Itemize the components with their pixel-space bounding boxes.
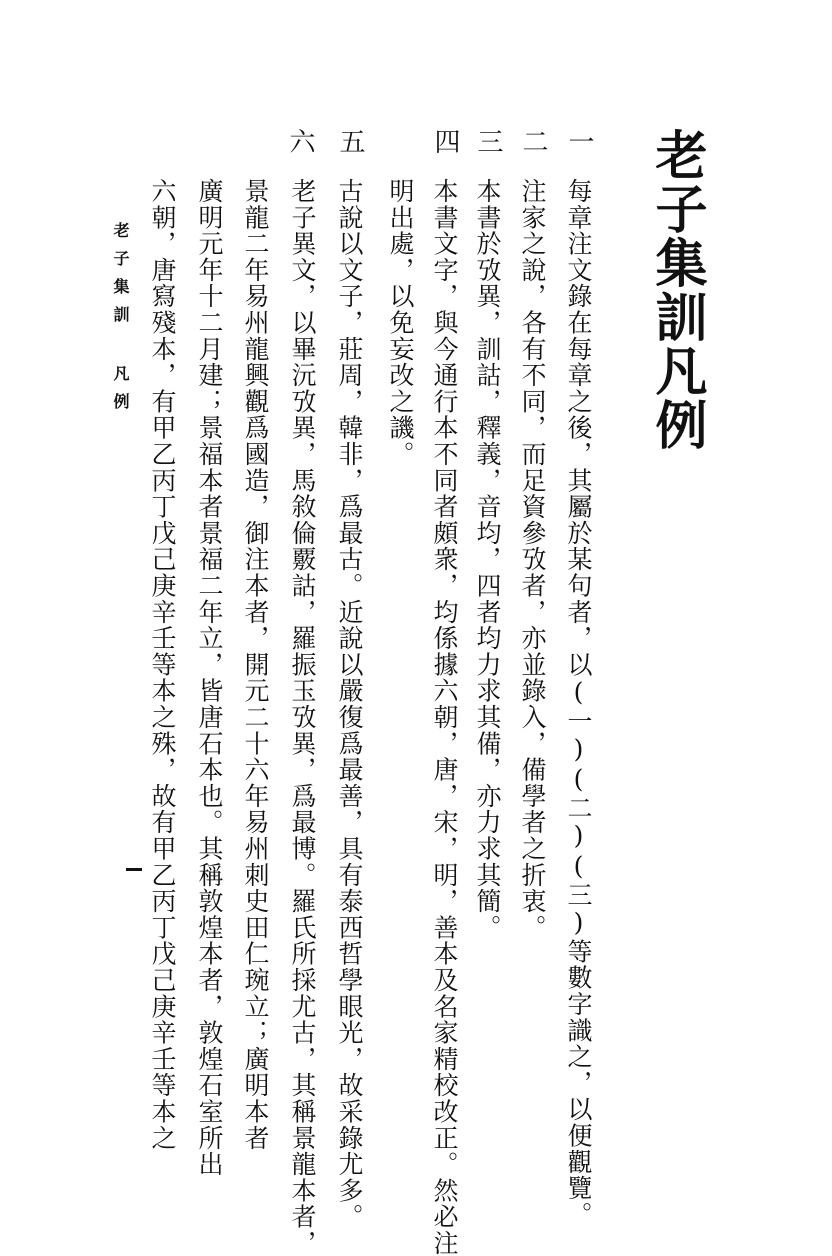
item-number-3: 三 xyxy=(473,128,503,154)
item-number-1: 一 xyxy=(564,128,594,154)
item-1-line-1: 每章注文錄在每章之後，其屬於某句者，以(一)(二)(三)等數字識之，以便觀覽。 xyxy=(564,178,593,1228)
item-6-line-1: 景龍二年易州龍興觀爲國造，御注本者，開元二十六年易州刺史田仁琬立；廣明本者 xyxy=(241,178,270,1152)
item-4-line-1: 本書文字，與今通行本不同者頗衆，均係據六朝，唐，宋，明，善本及名家精校改正。然必注 xyxy=(430,178,459,1256)
item-2-line-1: 注家之說，各有不同，而足資參攷者，亦並錄入，備學者之折衷。 xyxy=(518,178,547,941)
running-head: 老子集訓 凡例 xyxy=(111,222,130,421)
item-number-5: 五 xyxy=(335,128,365,154)
page-number xyxy=(126,868,142,871)
item-6-line-2: 廣明元年十二月建；景福本者景福二年立，皆唐石本也。其稱敦煌本者，敦煌石室所出 xyxy=(195,178,224,1178)
item-number-4: 四 xyxy=(430,128,460,154)
item-number-2: 二 xyxy=(518,128,548,154)
page-title: 老子集訓凡例 xyxy=(646,128,707,452)
item-3-line-1: 本書於攷異，訓詁，釋義，音均，四者均力求其備，亦力求其簡。 xyxy=(473,178,502,941)
item-number-6: 六 xyxy=(285,128,315,154)
item-6-line-3: 六朝，唐寫殘本，有甲乙丙丁戊己庚辛壬等本之殊，故有甲乙丙丁戊己庚辛壬等本之 xyxy=(148,178,177,1152)
item-5-line-2: 老子異文，以畢沅攷異，馬敘倫覈詁，羅振玉攷異，爲最博。羅氏所採尤古，其稱景龍本者， xyxy=(288,178,317,1256)
item-5-line-1: 古說以文子，莊周，韓非，爲最古。近說以嚴復爲最善，具有泰西哲學眼光，故采錄尤多。 xyxy=(335,178,364,1230)
item-4-line-2: 明出處，以免妄改之譏。 xyxy=(386,178,415,468)
